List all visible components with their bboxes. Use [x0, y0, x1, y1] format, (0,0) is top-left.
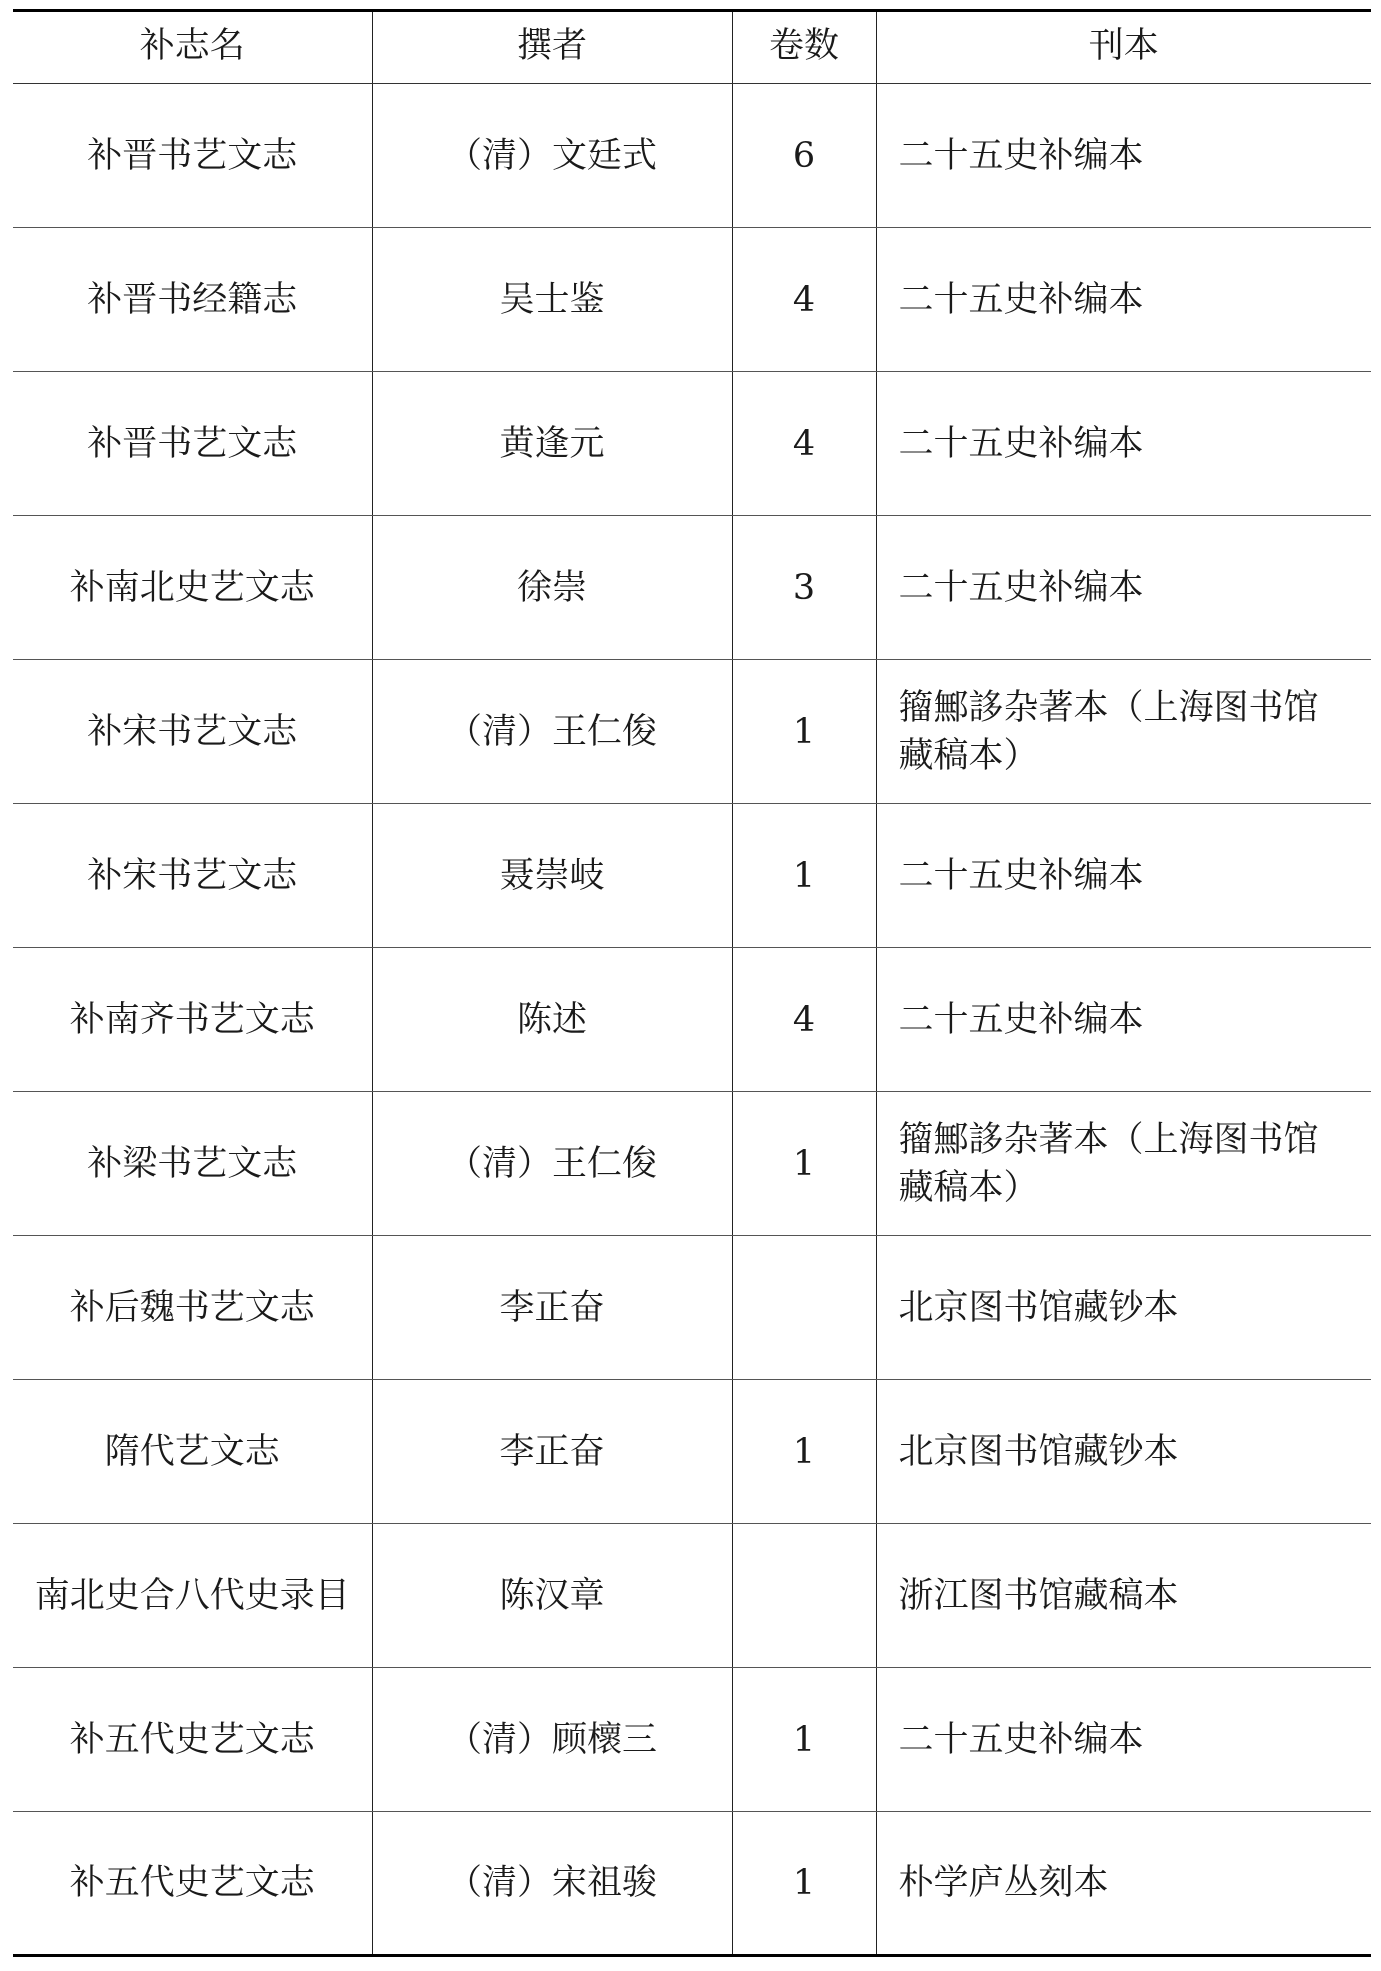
cell-supplement-title: 补晋书艺文志 [13, 372, 372, 516]
table-row [13, 1812, 1371, 1956]
cell-author: 陈汉章 [372, 1524, 732, 1668]
cell-author: （清）王仁俊 [372, 1092, 732, 1236]
cell-edition: 籀鄦誃杂著本（上海图书馆藏稿本） [876, 1092, 1371, 1236]
supplementary-bibliography-table [13, 9, 1371, 1957]
cell-volumes: 4 [732, 372, 876, 516]
cell-supplement-title: 补晋书艺文志 [13, 84, 372, 228]
table-row [13, 1524, 1371, 1668]
cell-supplement-title: 补晋书经籍志 [13, 228, 372, 372]
cell-author: 李正奋 [372, 1236, 732, 1380]
table-row [13, 1668, 1371, 1812]
cell-supplement-title: 补南齐书艺文志 [13, 948, 372, 1092]
cell-supplement-title: 补五代史艺文志 [13, 1668, 372, 1812]
cell-volumes: 1 [732, 804, 876, 948]
cell-volumes: 6 [732, 84, 876, 228]
cell-author: 吴士鉴 [372, 228, 732, 372]
cell-supplement-title: 隋代艺文志 [13, 1380, 372, 1524]
cell-volumes: 3 [732, 516, 876, 660]
cell-edition: 北京图书馆藏钞本 [876, 1380, 1371, 1524]
table-row [13, 228, 1371, 372]
column-header-title: 补志名 [13, 11, 372, 84]
cell-author: （清）顾櫰三 [372, 1668, 732, 1812]
cell-edition: 二十五史补编本 [876, 948, 1371, 1092]
header-row [13, 11, 1371, 84]
cell-volumes: 4 [732, 228, 876, 372]
column-header-edition: 刊本 [876, 11, 1371, 84]
cell-author: 陈述 [372, 948, 732, 1092]
table-header [13, 11, 1371, 84]
cell-author: 徐崇 [372, 516, 732, 660]
cell-author: （清）宋祖骏 [372, 1812, 732, 1956]
cell-supplement-title: 补梁书艺文志 [13, 1092, 372, 1236]
cell-edition: 浙江图书馆藏稿本 [876, 1524, 1371, 1668]
table-body [13, 84, 1371, 1956]
table-container [13, 9, 1371, 1957]
cell-author: 黄逢元 [372, 372, 732, 516]
cell-edition: 二十五史补编本 [876, 1668, 1371, 1812]
table-row [13, 948, 1371, 1092]
cell-supplement-title: 补五代史艺文志 [13, 1812, 372, 1956]
table-row [13, 372, 1371, 516]
table-row [13, 660, 1371, 804]
cell-edition: 二十五史补编本 [876, 228, 1371, 372]
cell-edition: 朴学庐丛刻本 [876, 1812, 1371, 1956]
cell-supplement-title: 补南北史艺文志 [13, 516, 372, 660]
cell-edition: 北京图书馆藏钞本 [876, 1236, 1371, 1380]
cell-edition: 籀鄦誃杂著本（上海图书馆藏稿本） [876, 660, 1371, 804]
cell-edition: 二十五史补编本 [876, 516, 1371, 660]
cell-author: （清）文廷式 [372, 84, 732, 228]
cell-volumes: 1 [732, 1380, 876, 1524]
table-row [13, 1380, 1371, 1524]
table-row [13, 516, 1371, 660]
cell-volumes: 1 [732, 1092, 876, 1236]
cell-volumes [732, 1524, 876, 1668]
cell-volumes: 1 [732, 660, 876, 804]
column-header-author: 撰者 [372, 11, 732, 84]
cell-supplement-title: 补宋书艺文志 [13, 804, 372, 948]
table-row [13, 1236, 1371, 1380]
cell-author: （清）王仁俊 [372, 660, 732, 804]
cell-author: 李正奋 [372, 1380, 732, 1524]
cell-volumes [732, 1236, 876, 1380]
cell-edition: 二十五史补编本 [876, 372, 1371, 516]
cell-edition: 二十五史补编本 [876, 84, 1371, 228]
cell-volumes: 1 [732, 1668, 876, 1812]
cell-author: 聂崇岐 [372, 804, 732, 948]
table-row [13, 84, 1371, 228]
cell-supplement-title: 南北史合八代史录目 [13, 1524, 372, 1668]
cell-edition: 二十五史补编本 [876, 804, 1371, 948]
table-row [13, 1092, 1371, 1236]
column-header-volumes: 卷数 [732, 11, 876, 84]
cell-supplement-title: 补后魏书艺文志 [13, 1236, 372, 1380]
cell-supplement-title: 补宋书艺文志 [13, 660, 372, 804]
table-row [13, 804, 1371, 948]
cell-volumes: 1 [732, 1812, 876, 1956]
cell-volumes: 4 [732, 948, 876, 1092]
